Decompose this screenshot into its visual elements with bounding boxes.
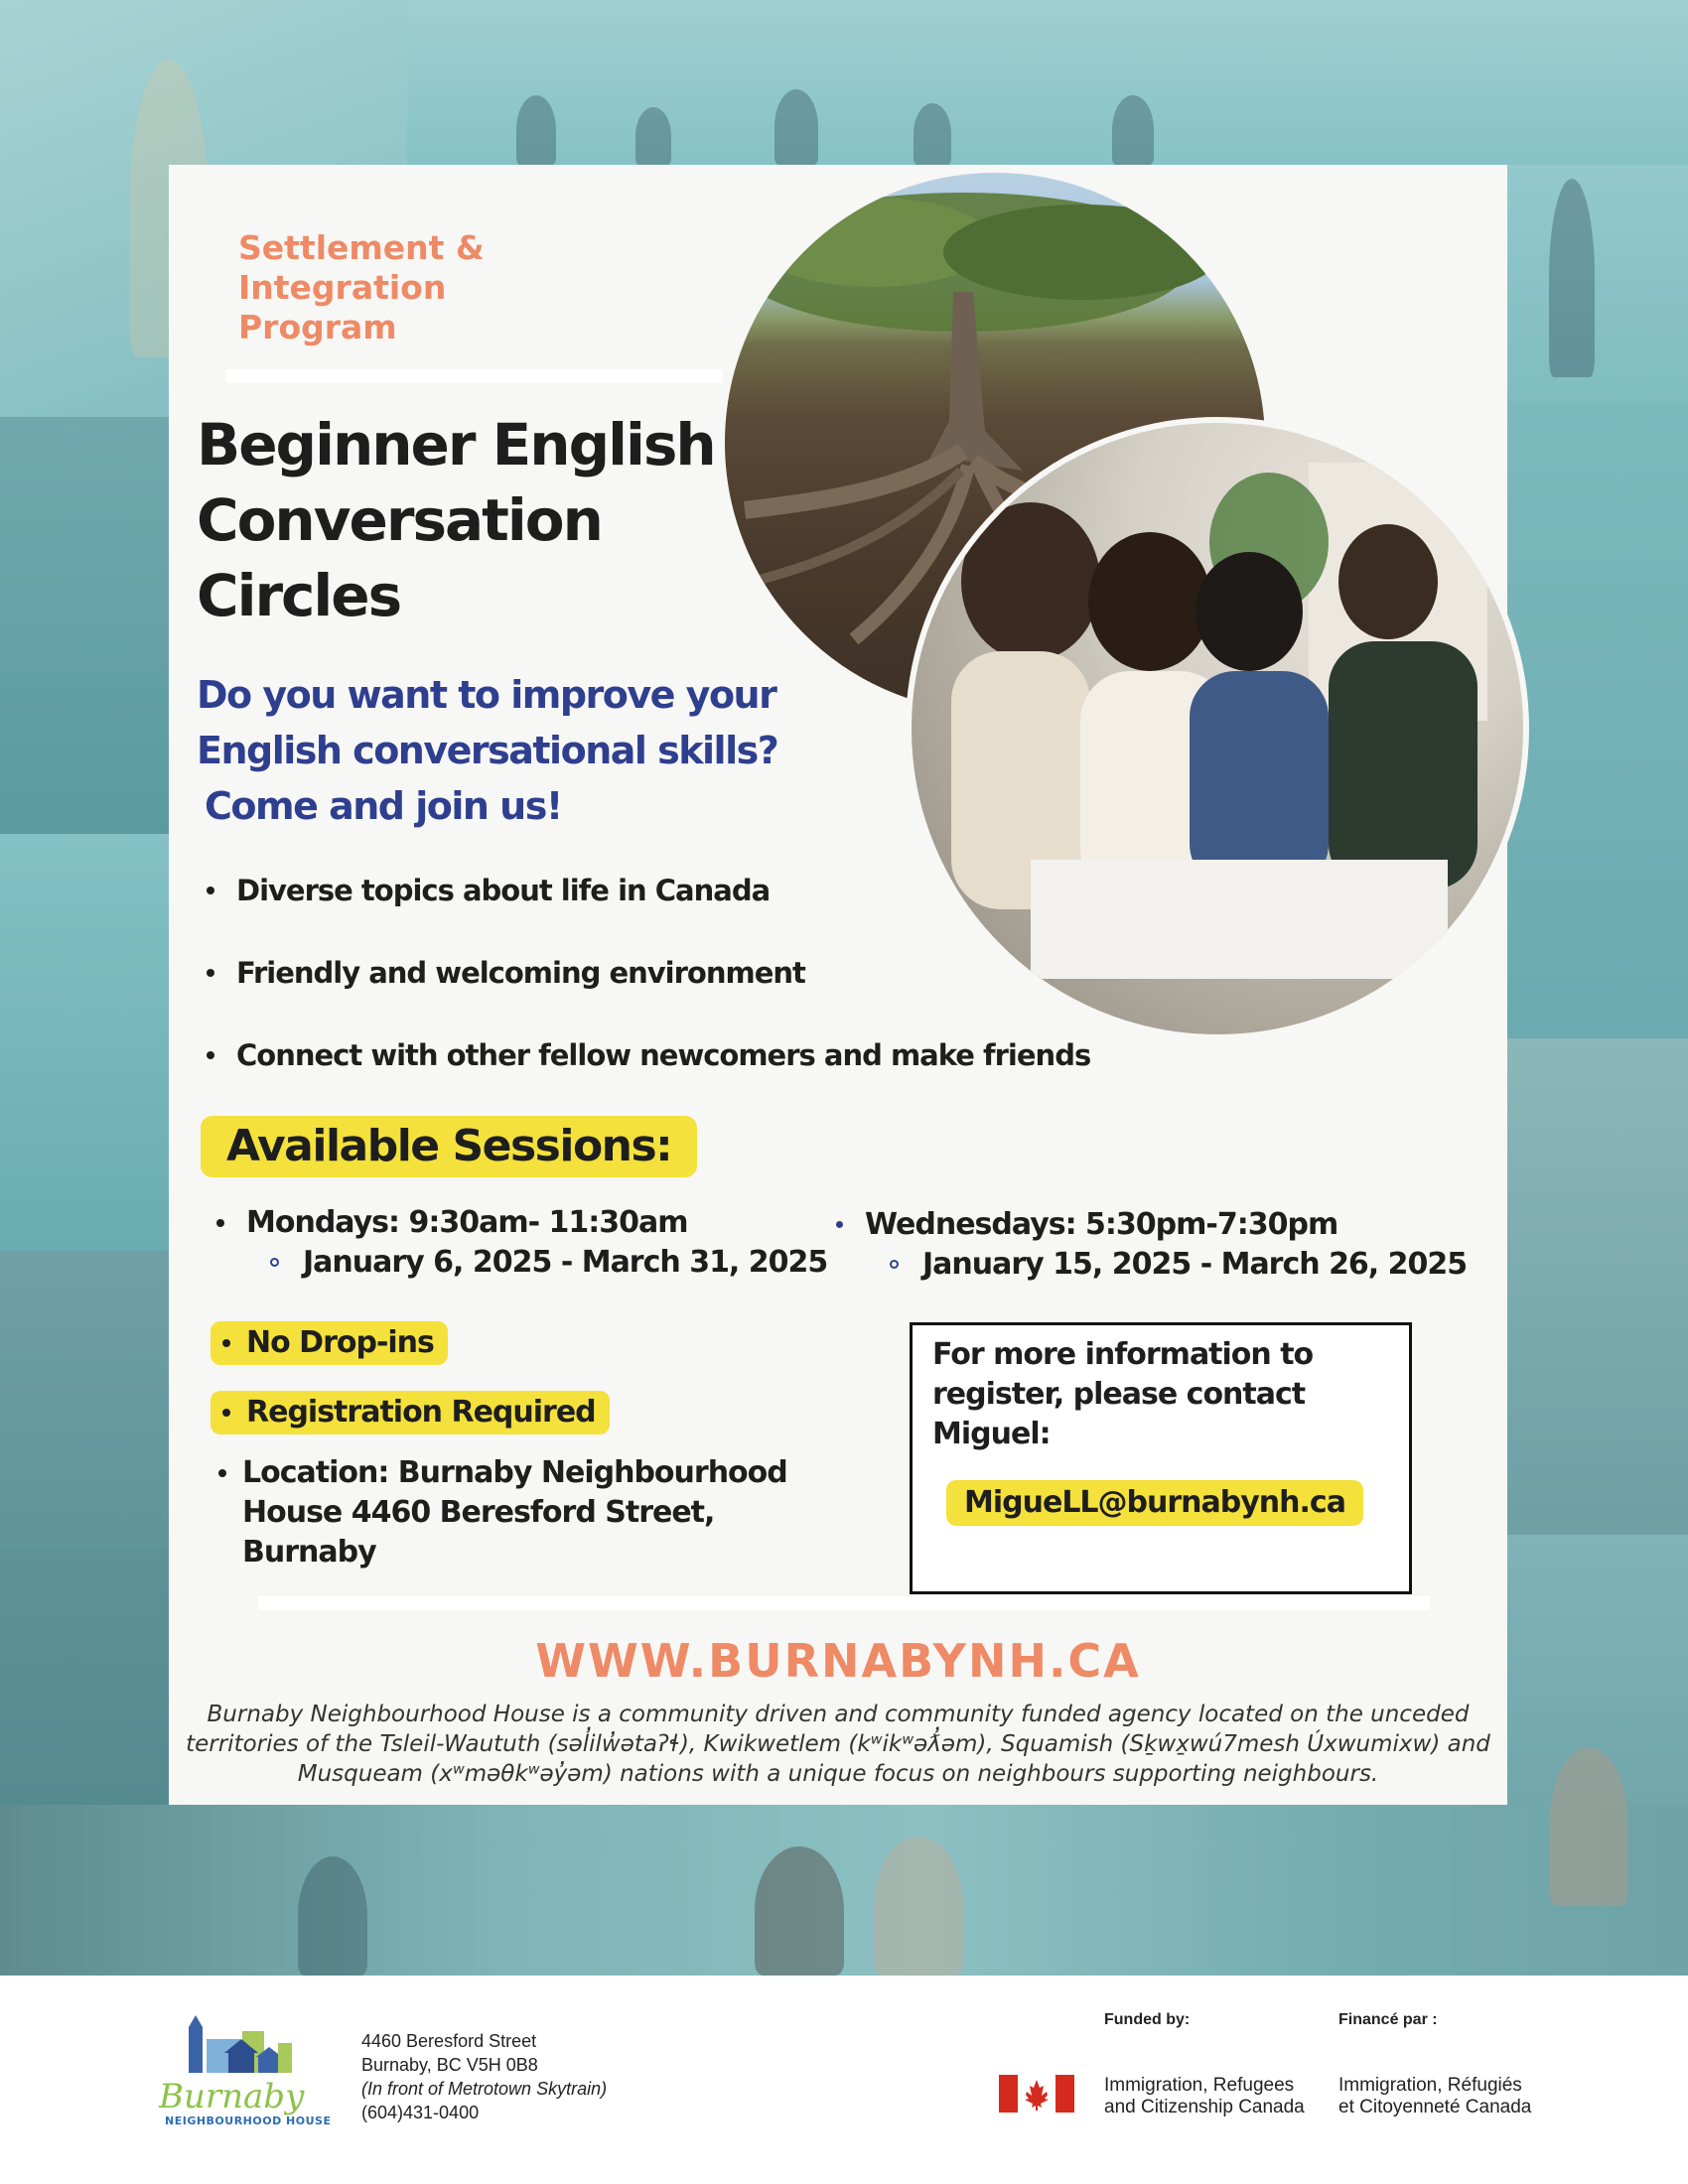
bullet-icon bbox=[207, 1051, 214, 1059]
ircc-english-name: Immigration, Refugees and Citizenship Canada bbox=[1104, 2075, 1305, 2117]
divider-bottom bbox=[258, 1596, 1430, 1610]
website-link[interactable]: WWW.BURNABYNH.CA bbox=[535, 1634, 1141, 1688]
feature-text: Diverse topics about life in Canada bbox=[236, 874, 771, 907]
collage-photo-right-top bbox=[1507, 165, 1688, 403]
address-city: Burnaby, BC V5H 0B8 bbox=[361, 2055, 538, 2075]
page-title: Beginner English Conversation Circles bbox=[197, 411, 715, 629]
collage-photo-bottom-crowd bbox=[0, 1805, 1688, 1976]
sub-bullet-icon bbox=[890, 1260, 899, 1269]
contact-email-link[interactable]: MigueLL@burnabynh.ca bbox=[946, 1480, 1363, 1526]
phone-number: (604)431-0400 bbox=[361, 2103, 480, 2122]
burnaby-neighbourhood-house-logo bbox=[159, 2013, 338, 2130]
session-monday bbox=[216, 1205, 688, 1240]
address-street: 4460 Beresford Street bbox=[361, 2031, 537, 2051]
session-monday-dates: January 6, 2025 - March 31, 2025 bbox=[303, 1245, 828, 1280]
ircc-french-name: Immigration, Réfugiés et Citoyenneté Canada bbox=[1338, 2075, 1532, 2117]
bullet-icon bbox=[216, 1219, 224, 1227]
canada-flag-icon bbox=[999, 2075, 1074, 2113]
session-monday-dates-row bbox=[270, 1245, 827, 1280]
question-line-1: Do you want to improve your bbox=[197, 673, 776, 717]
sessions-heading: Available Sessions: bbox=[201, 1116, 697, 1177]
collage-photo-right-statue bbox=[1507, 1038, 1688, 1535]
question-line-3: Come and join us! bbox=[205, 784, 562, 828]
registration-required-text: Registration Required bbox=[246, 1395, 596, 1430]
address-note: (In front of Metrotown Skytrain) bbox=[361, 2079, 608, 2099]
bullet-icon bbox=[218, 1469, 226, 1477]
bullet-icon bbox=[207, 969, 214, 977]
finance-par-label: Financé par : bbox=[1338, 2011, 1438, 2028]
feature-item bbox=[207, 956, 805, 990]
collage-photo-girl bbox=[0, 834, 169, 1251]
students-group-photo bbox=[906, 417, 1529, 1040]
feature-item bbox=[207, 874, 770, 907]
collage-photo-flag bbox=[0, 1251, 169, 1549]
no-dropins-badge bbox=[211, 1321, 448, 1365]
contact-box bbox=[910, 1322, 1412, 1594]
bullet-icon bbox=[222, 1339, 230, 1347]
session-wednesday bbox=[836, 1207, 1337, 1242]
contact-text: For more information to register, please contact Miguel: bbox=[932, 1337, 1314, 1451]
no-dropins-text: No Drop-ins bbox=[246, 1325, 434, 1360]
collage-photo-silhouettes bbox=[407, 0, 1688, 165]
divider-top bbox=[226, 369, 723, 383]
program-label: Settlement & Integration Program bbox=[238, 228, 485, 346]
bullet-icon bbox=[222, 1409, 230, 1417]
collage-photo-left-man bbox=[0, 417, 169, 834]
house-logo-icon bbox=[159, 2013, 308, 2083]
collage-photo-right-boy bbox=[1507, 403, 1688, 1038]
question-line-2: English conversational skills? bbox=[197, 729, 778, 772]
feature-text: Friendly and welcoming environment bbox=[236, 956, 805, 990]
feature-item bbox=[207, 1038, 1090, 1072]
agency-statement: Burnaby Neighbourhood House is a community driven and community funded agency located on the unceded territories of the Tsleil-Waututh (səl̓ilw̓ətaʔɬ), Kwikwetlem (kʷikʷəƛ̓əm), Squamish (Sḵwx̱wú7mesh Úxwumixw) and Musqueam (xʷməθkʷəy̓əm) nations with a unique focus on neighbours supporting neighbours. bbox=[186, 1702, 1490, 1787]
logo-subtitle: NEIGHBOURHOOD HOUSE bbox=[165, 2115, 332, 2127]
session-wednesday-dates: January 15, 2025 - March 26, 2025 bbox=[922, 1247, 1468, 1282]
logo-wordmark: Burnaby bbox=[159, 2077, 305, 2116]
funded-by-label: Funded by: bbox=[1104, 2011, 1191, 2028]
bullet-icon bbox=[207, 887, 214, 894]
session-wednesday-dates-row bbox=[890, 1247, 1467, 1282]
session-monday-time: Mondays: 9:30am- 11:30am bbox=[246, 1205, 688, 1240]
footer-address bbox=[361, 2029, 607, 2124]
bullet-icon bbox=[836, 1221, 843, 1228]
location-text: Location: Burnaby Neighbourhood House 4460 Beresford Street, Burnaby bbox=[242, 1455, 787, 1570]
session-wednesday-time: Wednesdays: 5:30pm-7:30pm bbox=[865, 1207, 1338, 1242]
feature-text: Connect with other fellow newcomers and make friends bbox=[236, 1038, 1091, 1072]
registration-required-badge bbox=[211, 1391, 610, 1434]
sub-bullet-icon bbox=[270, 1258, 279, 1267]
location-item bbox=[218, 1453, 814, 1572]
students-illustration bbox=[912, 423, 1523, 1034]
